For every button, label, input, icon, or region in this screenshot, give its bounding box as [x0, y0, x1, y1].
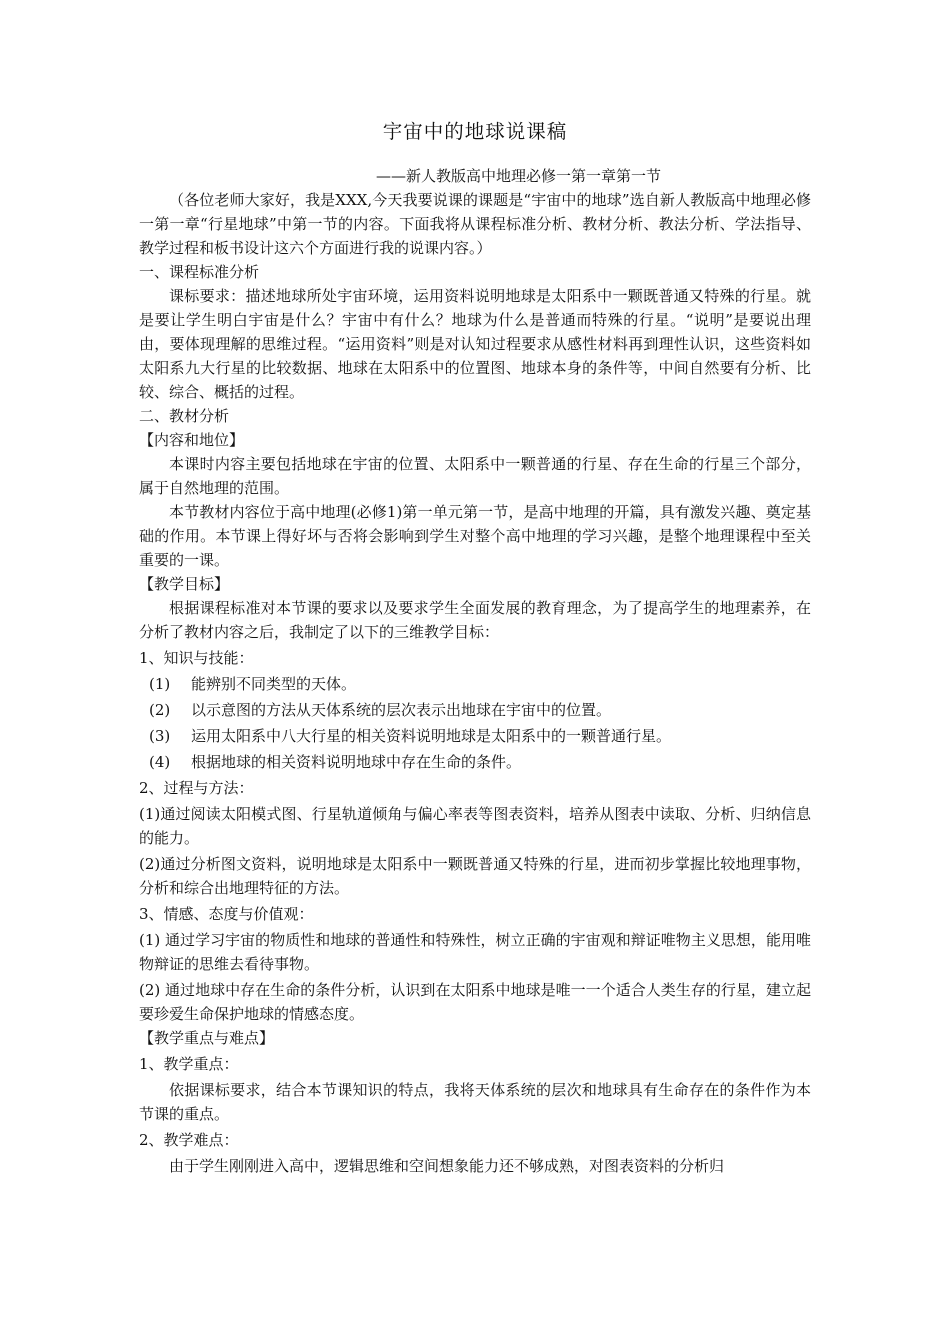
focus-paragraph-2: 由于学生刚刚进入高中，逻辑思维和空间想象能力还不够成熟，对图表资料的分析归 — [169, 1157, 725, 1175]
knowledge-item — [139, 698, 811, 722]
knowledge-item — [139, 672, 811, 696]
subheading-content: 【内容和地位】 — [139, 431, 245, 449]
item-number: (4) — [149, 753, 171, 771]
intro-paragraph: （各位老师大家好，我是XXX,今天我要说课的课题是“宇宙中的地球”选自新人教版高中地理必修一第一章“行星地球”中第一节的内容。下面我将从课程标准分析、教材分析、教法分析、学法指导、教学过程和板书设计这六个方面进行我的说课内容。） — [139, 191, 811, 257]
page-title: 宇宙中的地球说课稿 — [382, 120, 568, 143]
focus-paragraph-1: 依据课标要求，结合本节课知识的特点，我将天体系统的层次和地球具有生命存在的条件作为本节课的重点。 — [139, 1081, 811, 1123]
item-text: 运用太阳系中八大行星的相关资料说明地球是太阳系中的一颗普通行星。 — [191, 727, 672, 745]
process-heading: 2、过程与方法： — [139, 779, 254, 797]
item-number: (3) — [149, 727, 171, 745]
section-heading-textbook: 二、教材分析 — [139, 407, 230, 425]
process-item-2: (2)通过分析图文资料，说明地球是太阳系中一颗既普通又特殊的行星，进而初步掌握比较地理事物，分析和综合出地理特征的方法。 — [139, 855, 811, 897]
process-item-1: (1)通过阅读太阳模式图、行星轨道倾角与偏心率表等图表资料，培养从图表中读取、分析、归纳信息的能力。 — [139, 805, 811, 847]
item-number: (1) — [149, 675, 171, 693]
subheading-focus: 【教学重点与难点】 — [139, 1029, 275, 1047]
focus-heading-1: 1、教学重点： — [139, 1055, 239, 1073]
knowledge-item — [139, 750, 811, 774]
goals-intro-paragraph: 根据课程标准对本节课的要求以及要求学生全面发展的教育理念，为了提高学生的地理素养，在分析了教材内容之后，我制定了以下的三维教学目标： — [139, 599, 811, 641]
document-body — [139, 118, 811, 1178]
content-paragraph-1: 本课时内容主要包括地球在宇宙的位置、太阳系中一颗普通的行星、存在生命的行星三个部分，属于自然地理的范围。 — [139, 455, 811, 497]
item-text: 能辨别不同类型的天体。 — [191, 675, 357, 693]
focus-heading-2: 2、教学难点： — [139, 1131, 239, 1149]
emotion-item-1: (1) 通过学习宇宙的物质性和地球的普通性和特殊性，树立正确的宇宙观和辩证唯物主义思想，能用唯物辩证的思维去看待事物。 — [139, 931, 811, 973]
item-text: 以示意图的方法从天体系统的层次表示出地球在宇宙中的位置。 — [191, 701, 612, 719]
section-heading-standards: 一、课程标准分析 — [139, 263, 260, 281]
content-paragraph-2: 本节教材内容位于高中地理(必修1)第一单元第一节，是高中地理的开篇，具有激发兴趣、奠定基础的作用。本节课上得好坏与否将会影响到学生对整个高中地理的学习兴趣，是整个地理课程中至关重要的一课。 — [139, 503, 811, 569]
standards-paragraph: 课标要求：描述地球所处宇宙环境，运用资料说明地球是太阳系中一颗既普通又特殊的行星。就是要让学生明白宇宙是什么？宇宙中有什么？地球为什么是普通而特殊的行星。“说明”是要说出理由，要体现理解的思维过程。“运用资料”则是对认知过程要求从感性材料再到理性认识，这些资料如太阳系九大行星的比较数据、地球在太阳系中的位置图、地球本身的条件等，中间自然要有分析、比较、综合、概括的过程。 — [139, 287, 811, 401]
knowledge-item — [139, 724, 811, 748]
emotion-heading: 3、情感、态度与价值观： — [139, 905, 314, 923]
page-subtitle: ——新人教版高中地理必修一第一章第一节 — [375, 167, 661, 185]
item-number: (2) — [149, 701, 171, 719]
emotion-item-2: (2) 通过地球中存在生命的条件分析，认识到在太阳系中地球是唯一一个适合人类生存的行星，建立起要珍爱生命保护地球的情感态度。 — [139, 981, 811, 1023]
item-text: 根据地球的相关资料说明地球中存在生命的条件。 — [191, 753, 522, 771]
knowledge-heading: 1、知识与技能： — [139, 649, 254, 667]
subheading-goals: 【教学目标】 — [139, 575, 230, 593]
